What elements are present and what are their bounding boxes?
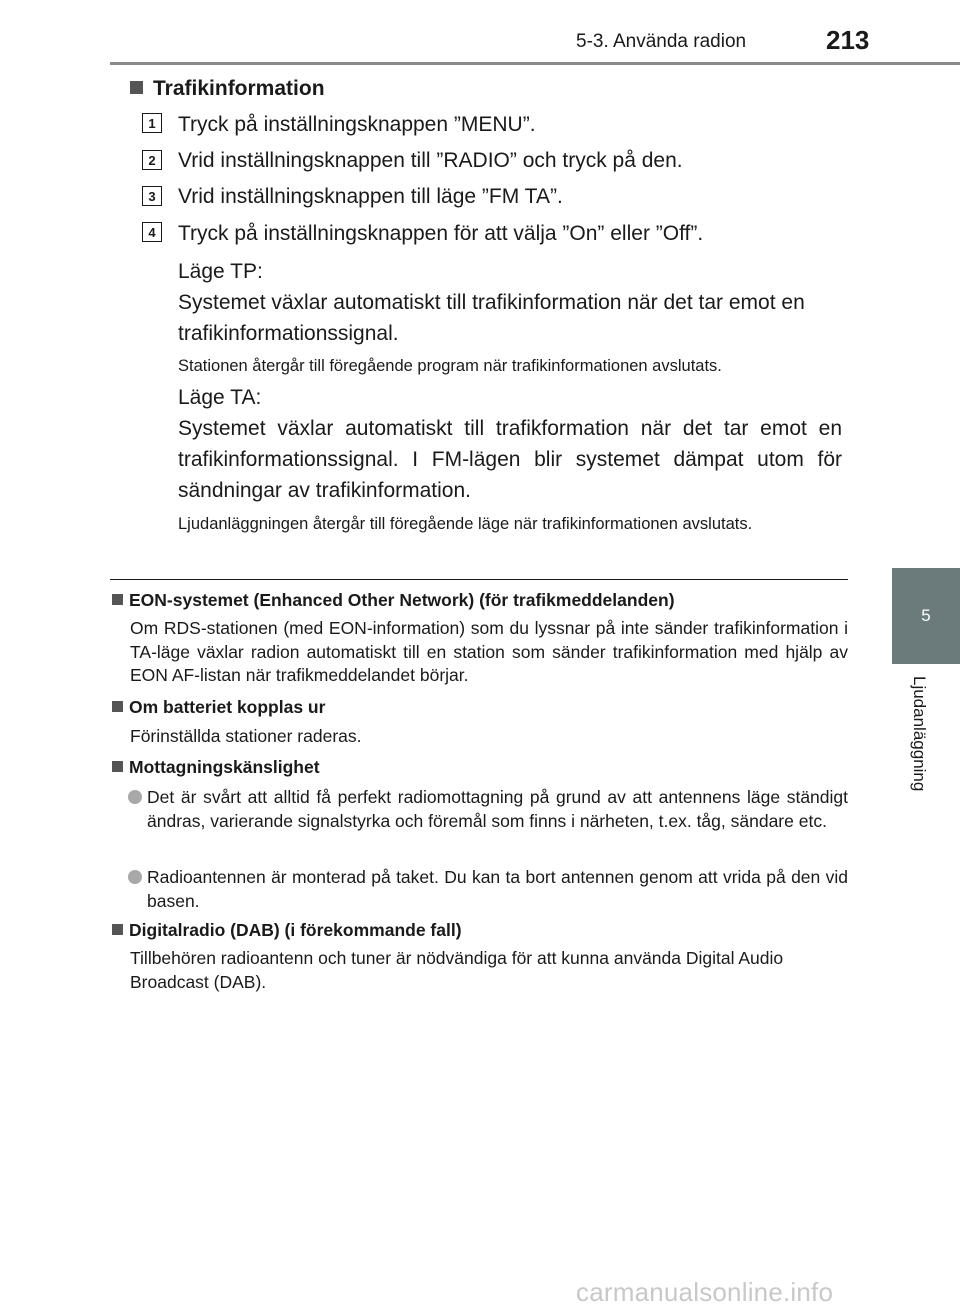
heading-square-icon	[130, 81, 143, 94]
heading-square-icon	[112, 761, 123, 772]
step-text: Tryck på inställningsknappen ”MENU”.	[178, 113, 536, 136]
header-rule	[110, 62, 960, 65]
mode-ta-note: Ljudanläggningen återgår till föregående läge när trafikinformationen avslutats.	[178, 515, 753, 533]
step-text: Vrid inställningsknappen till ”RADIO” och tryck på den.	[178, 149, 683, 172]
bullet-icon	[128, 870, 142, 884]
step-number-box: 4	[142, 222, 162, 242]
mode-tp-label: Läge TP:	[178, 260, 263, 283]
chapter-tab: 5	[892, 568, 960, 664]
separator-rule	[110, 579, 848, 580]
note-heading-battery	[112, 697, 325, 718]
mode-ta-description: Systemet växlar automatiskt till trafikformation när det tar emot en trafikinformationssignal. I FM-lägen blir systemet dämpat utom för sändningar av trafikinformation.	[178, 417, 842, 502]
heading-square-icon	[112, 594, 123, 605]
note-heading-eon-text: EON-systemet (Enhanced Other Network) (för trafikmeddelanden)	[129, 590, 675, 610]
note-heading-battery-text: Om batteriet kopplas ur	[129, 697, 326, 717]
note-heading-dab-text: Digitalradio (DAB) (i förekommande fall)	[129, 920, 462, 940]
heading-square-icon	[112, 701, 123, 712]
note-heading-sensitivity	[112, 757, 320, 778]
bullet-icon	[128, 790, 142, 804]
note-body-eon: Om RDS-stationen (med EON-information) som du lyssnar på inte sänder trafikinformation i TA-läge växlar radion automatiskt till en station som sänder trafikinformation med hjälp av EON AF-listan när trafikmeddelandet börjar.	[130, 618, 848, 685]
step-number-box: 1	[142, 113, 162, 133]
mode-ta-block	[178, 382, 842, 506]
section-heading-text: Trafikinformation	[153, 77, 325, 100]
heading-square-icon	[112, 924, 123, 935]
bullet-text: Det är svårt att alltid få perfekt radiomottagning på grund av att antennens läge ständigt ändras, varierande signalstyrka och föremål som finns i närheten, t.ex. tåg, sändare etc.	[147, 787, 848, 831]
watermark: carmanualsonline.info	[576, 1277, 834, 1307]
step-text: Vrid inställningsknappen till läge ”FM TA”.	[178, 185, 563, 208]
page-number: 213	[826, 25, 870, 55]
note-body-dab: Tillbehören radioantenn och tuner är nödvändiga för att kunna använda Digital Audio Broadcast (DAB).	[130, 948, 784, 992]
mode-tp-note: Stationen återgår till föregående program när trafikinformationen avslutats.	[178, 357, 722, 375]
step-text: Tryck på inställningsknappen för att välja ”On” eller ”Off”.	[178, 222, 704, 245]
chapter-title: Ljudanläggning	[910, 676, 929, 792]
note-heading-dab	[112, 920, 462, 941]
mode-tp-block	[178, 256, 842, 349]
step-number-box: 2	[142, 150, 162, 170]
section-label: 5-3. Använda radion	[576, 31, 747, 52]
note-heading-eon	[112, 590, 675, 611]
note-heading-sensitivity-text: Mottagningskänslighet	[129, 757, 320, 777]
bullet-text: Radioantennen är monterad på taket. Du kan ta bort antennen genom att vrida på den vid basen.	[147, 867, 848, 911]
mode-tp-description: Systemet växlar automatiskt till trafikinformation när det tar emot en trafikinformationssignal.	[178, 291, 805, 345]
mode-ta-label: Läge TA:	[178, 386, 262, 409]
step-number-box: 3	[142, 186, 162, 206]
section-heading	[130, 77, 325, 101]
note-body-battery: Förinställda stationer raderas.	[130, 726, 362, 746]
